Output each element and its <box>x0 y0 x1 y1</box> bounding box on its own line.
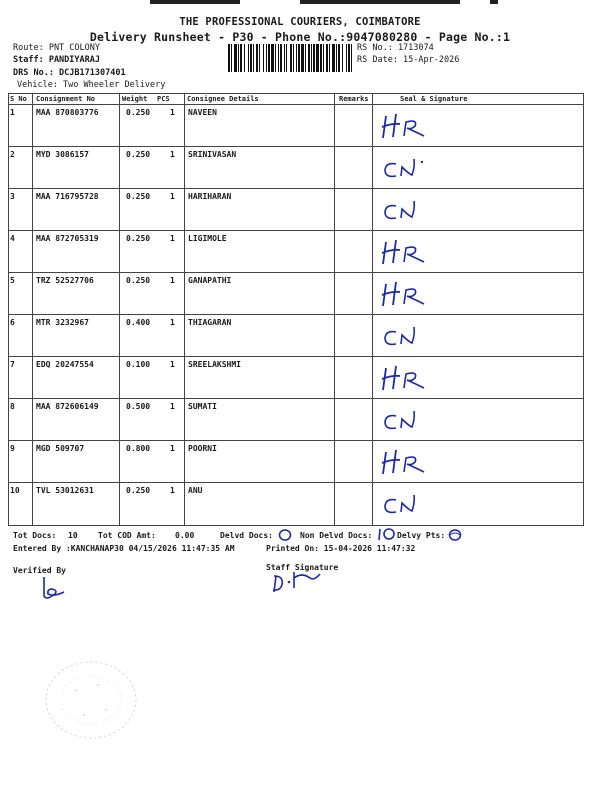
row-consignment-no: EDQ 20247554 <box>36 360 94 369</box>
row-seal-signature <box>378 194 434 226</box>
table-row <box>8 314 584 356</box>
staff-signature-label: Staff Signature <box>266 563 339 572</box>
row-consignee: LIGIMOLE <box>188 234 227 243</box>
vehicle-label: Vehicle: Two Wheeler Delivery <box>17 80 166 90</box>
tot-docs-value: 10 <box>68 531 78 540</box>
col-pcs: PCS <box>157 95 170 103</box>
tot-docs-label: Tot Docs: <box>13 531 57 540</box>
row-consignee: NAVEEN <box>188 108 217 117</box>
row-sno: 8 <box>10 402 15 411</box>
non-delvd-docs-label: Non Delvd Docs: <box>300 531 373 540</box>
rs-number: RS No.: 1713074 <box>357 43 434 53</box>
cropped-previous-page-edge <box>0 0 600 10</box>
row-pcs: 1 <box>170 402 175 411</box>
row-sno: 9 <box>10 444 15 453</box>
row-consignee: POORNI <box>188 444 217 453</box>
row-pcs: 1 <box>170 360 175 369</box>
delvy-pts-handwritten <box>446 527 464 546</box>
table-row <box>8 398 584 440</box>
row-consignment-no: TVL 53012631 <box>36 486 94 495</box>
table-row <box>8 272 584 314</box>
row-sno: 4 <box>10 234 15 243</box>
row-weight: 0.250 <box>126 150 151 159</box>
rs-date: RS Date: 15-Apr-2026 <box>357 55 460 65</box>
delvy-pts-label: Delvy Pts: <box>397 531 446 540</box>
non-delvd-docs-handwritten <box>376 526 400 546</box>
row-consignment-no: TRZ 52527706 <box>36 276 94 285</box>
row-consignment-no: MYD 3086157 <box>36 150 89 159</box>
row-seal-signature <box>378 404 434 436</box>
row-consignment-no: MAA 870803776 <box>36 108 99 117</box>
route-label: Route: PNT COLONY <box>13 43 100 53</box>
col-consignee: Consignee Details <box>187 95 259 103</box>
printed-on: Printed On: 15-04-2026 11:47:32 <box>266 544 416 553</box>
runsheet-title: Delivery Runsheet - P30 - Phone No.:9047080280 - Page No.:1 <box>89 30 511 44</box>
row-pcs: 1 <box>170 444 175 453</box>
row-weight: 0.800 <box>126 444 151 453</box>
row-pcs: 1 <box>170 150 175 159</box>
row-pcs: 1 <box>170 486 175 495</box>
row-pcs: 1 <box>170 192 175 201</box>
staff-label: Staff: PANDIYARAJ <box>13 55 100 65</box>
staff-signature <box>268 568 328 602</box>
row-pcs: 1 <box>170 318 175 327</box>
row-seal-signature <box>378 446 434 478</box>
row-consignment-no: MTR 3232967 <box>36 318 89 327</box>
row-pcs: 1 <box>170 276 175 285</box>
table-row <box>8 188 584 230</box>
row-consignee: SUMATI <box>188 402 217 411</box>
row-sno: 5 <box>10 276 15 285</box>
verified-by-label: Verified By <box>13 566 66 575</box>
row-consignee: SRINIVASAN <box>188 150 237 159</box>
verified-by-signature <box>34 574 74 606</box>
row-pcs: 1 <box>170 234 175 243</box>
row-weight: 0.250 <box>126 486 151 495</box>
row-pcs: 1 <box>170 108 175 117</box>
tot-cod-value: 0.00 <box>175 531 195 540</box>
row-consignee: SREELAKSHMI <box>188 360 241 369</box>
row-sno: 7 <box>10 360 15 369</box>
row-weight: 0.250 <box>126 192 151 201</box>
row-seal-signature <box>378 320 434 352</box>
row-consignee: GANAPATHI <box>188 276 232 285</box>
row-weight: 0.250 <box>126 108 151 117</box>
row-seal-signature <box>378 278 434 310</box>
row-sno: 3 <box>10 192 15 201</box>
row-seal-signature <box>378 110 434 142</box>
table-row <box>8 482 584 524</box>
row-sno: 10 <box>10 486 20 495</box>
col-weight: Weight <box>122 95 148 103</box>
col-remarks: Remarks <box>339 95 369 103</box>
consignment-table <box>8 93 584 526</box>
col-consignment: Consignment No <box>36 95 96 103</box>
col-seal-signature: Seal & Signature <box>400 95 468 103</box>
row-consignment-no: MAA 872705319 <box>36 234 99 243</box>
row-consignment-no: MAA 872606149 <box>36 402 99 411</box>
row-weight: 0.500 <box>126 402 151 411</box>
row-sno: 1 <box>10 108 15 117</box>
table-row <box>8 356 584 398</box>
row-weight: 0.250 <box>126 234 151 243</box>
tot-cod-label: Tot COD Amt: <box>98 531 156 540</box>
company-name: THE PROFESSIONAL COURIERS, COIMBATORE <box>179 16 421 28</box>
row-sno: 6 <box>10 318 15 327</box>
row-weight: 0.400 <box>126 318 151 327</box>
row-seal-signature <box>378 488 434 520</box>
row-seal-signature <box>378 236 434 268</box>
row-consignment-no: MGD 509707 <box>36 444 85 453</box>
table-row <box>8 146 584 188</box>
table-row <box>8 440 584 482</box>
table-row <box>8 104 584 146</box>
row-weight: 0.100 <box>126 360 151 369</box>
delvd-docs-label: Delvd Docs: <box>220 531 273 540</box>
row-consignment-no: MAA 716795728 <box>36 192 99 201</box>
row-consignee: HARIHARAN <box>188 192 232 201</box>
row-sno: 2 <box>10 150 15 159</box>
office-stamp-impression <box>36 655 146 745</box>
entered-by: Entered By :KANCHANAP30 04/15/2026 11:47:35 AM <box>13 544 235 553</box>
barcode-image <box>228 44 356 72</box>
table-row <box>8 230 584 272</box>
row-consignee: THIAGARAN <box>188 318 232 327</box>
drs-number: DRS No.: DCJB171307401 <box>13 68 126 78</box>
col-sno: S No <box>10 95 27 103</box>
row-weight: 0.250 <box>126 276 151 285</box>
row-consignee: ANU <box>188 486 203 495</box>
row-seal-signature <box>378 152 434 184</box>
row-seal-signature <box>378 362 434 394</box>
